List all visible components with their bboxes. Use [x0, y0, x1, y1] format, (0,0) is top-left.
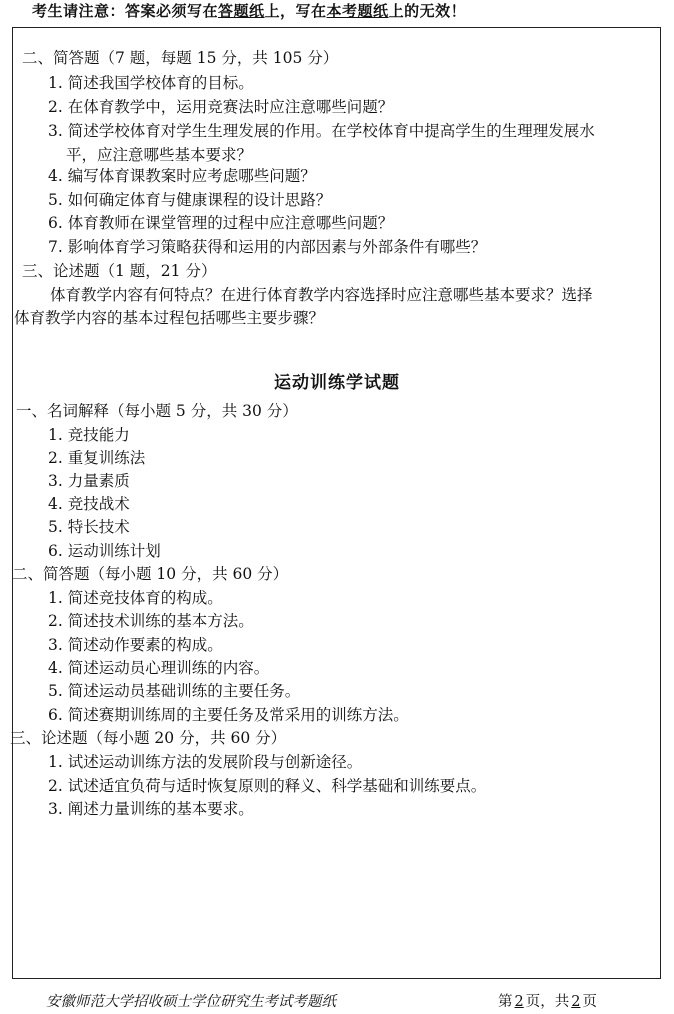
question-item: 1. 简述竞技体育的构成。: [48, 589, 223, 607]
section-heading: 三、论述题（1 题，21 分）: [22, 262, 217, 280]
section-heading: 二、简答题（每小题 10 分，共 60 分）: [12, 565, 289, 583]
question-item: 7. 影响体育学习策略获得和运用的内部因素与外部条件有哪些？: [48, 238, 487, 256]
exam-notice: 考生请注意：答案必须写在答题纸上，写在本考题纸上的无效！: [32, 2, 467, 20]
question-item: 3. 简述动作要素的构成。: [48, 636, 223, 654]
term-item: 2. 重复训练法: [48, 449, 146, 467]
question-item: 6. 体育教师在课堂管理的过程中应注意哪些问题？: [48, 214, 394, 232]
term-item: 4. 竞技战术: [48, 495, 130, 513]
essay-item: 1. 试述运动训练方法的发展阶段与创新途径。: [48, 753, 363, 771]
essay-item: 2. 试述适宜负荷与适时恢复原则的释义、科学基础和训练要点。: [48, 777, 487, 795]
question-item: 3. 简述学校体育对学生生理发展的作用。在学校体育中提高学生的生理理发展水: [48, 122, 595, 140]
essay-question: 体育教学内容有何特点？在进行体育教学内容选择时应注意哪些基本要求？选择: [50, 286, 593, 304]
section-heading: 一、名词解释（每小题 5 分，共 30 分）: [16, 402, 298, 420]
question-item: 5. 如何确定体育与健康课程的设计思路？: [48, 191, 332, 209]
footer-university: 安徽师范大学招收硕士学位研究生考试考题纸: [46, 994, 336, 1010]
term-item: 1. 竞技能力: [48, 426, 130, 444]
essay-question: 体育教学内容的基本过程包括哪些主要步骤？: [14, 309, 325, 327]
question-item: 平，应注意哪些基本要求？: [66, 146, 253, 164]
question-item: 4. 简述运动员心理训练的内容。: [48, 659, 270, 677]
term-item: 3. 力量素质: [48, 472, 130, 490]
question-item: 6. 简述赛期训练周的主要任务及常采用的训练方法。: [48, 706, 409, 724]
section-heading: 三、论述题（每小题 20 分，共 60 分）: [10, 729, 287, 747]
section-heading: 二、简答题（7 题，每题 15 分，共 105 分）: [22, 49, 339, 67]
question-item: 2. 简述技术训练的基本方法。: [48, 612, 254, 630]
term-item: 6. 运动训练计划: [48, 542, 161, 560]
question-item: 2. 在体育教学中，运用竞赛法时应注意哪些问题？: [48, 98, 394, 116]
term-item: 5. 特长技术: [48, 518, 130, 536]
essay-item: 3. 阐述力量训练的基本要求。: [48, 800, 254, 818]
question-item: 4. 编写体育课教案时应考虑哪些问题？: [48, 167, 316, 185]
page-title: 运动训练学试题: [274, 373, 400, 393]
page-number: 第 2 页，共 2 页: [498, 994, 597, 1010]
question-item: 1. 简述我国学校体育的目标。: [48, 74, 254, 92]
question-item: 5. 简述运动员基础训练的主要任务。: [48, 682, 301, 700]
